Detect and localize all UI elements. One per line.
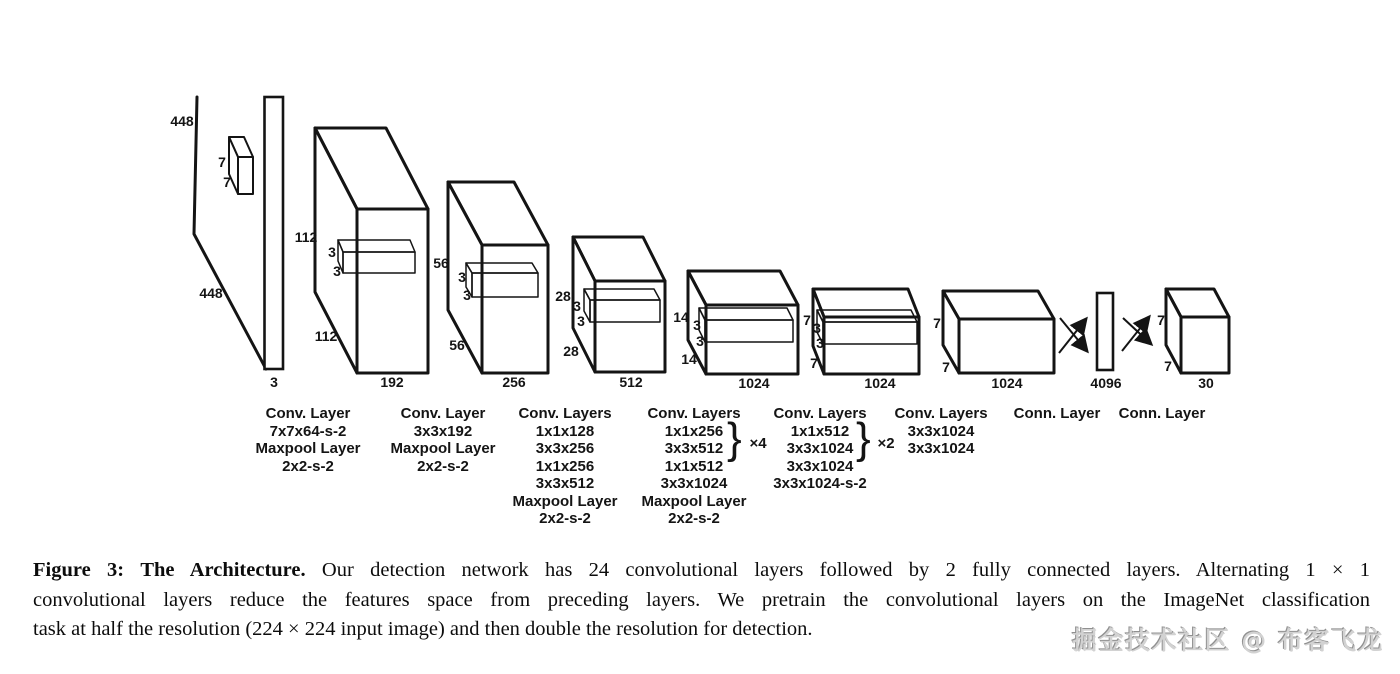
dim-label: 112 — [294, 229, 318, 245]
layer-column-7 — [1014, 405, 1101, 422]
dim-label: 14 — [673, 309, 689, 325]
filter-dim-label: 3 — [458, 269, 466, 285]
input-image-panel — [170, 97, 283, 390]
layer-line: 3x3x192 — [413, 423, 473, 440]
dim-label: 14 — [681, 351, 697, 367]
dim-label: 112 — [314, 328, 338, 344]
layer-line: 1x1x512 — [664, 458, 724, 475]
repeat-count: ×4 — [749, 435, 767, 452]
dim-label: 4096 — [1090, 375, 1122, 391]
filter-dim-label: 3 — [813, 320, 821, 336]
repeat-brace: } — [856, 414, 871, 463]
layer-line: 2x2-s-2 — [282, 458, 334, 475]
conv-box-7a — [803, 289, 919, 391]
layer-line: Conv. Layer — [400, 405, 486, 422]
dim-label: 7 — [933, 315, 941, 331]
layer-line: Maxpool Layer — [255, 440, 361, 457]
repeat-brace: } — [727, 414, 742, 463]
layer-line: 3x3x1024 — [907, 423, 975, 440]
dim-label: 256 — [502, 374, 526, 390]
dim-label: 7 — [942, 359, 950, 375]
caption-text-3: task at half the resolution (224 × 224 input image) and then double the resolution for detection. — [33, 618, 813, 640]
layer-line: Conv. Layers — [894, 405, 988, 422]
layer-line: 2x2-s-2 — [668, 510, 720, 527]
layer-line: Maxpool Layer — [390, 440, 496, 457]
output-box-7x7x30 — [1157, 289, 1229, 391]
layer-line: Conv. Layer — [265, 405, 351, 422]
layer-line: Conv. Layers — [773, 405, 867, 422]
layer-column-6 — [894, 405, 987, 457]
conv-box-56 — [433, 182, 548, 390]
figure-label: Figure 3: — [33, 559, 125, 581]
dim-label: 512 — [619, 374, 643, 390]
layer-line: Maxpool Layer — [641, 493, 747, 510]
input-height-label: 448 — [170, 113, 194, 129]
caption-line-2 — [33, 586, 1370, 616]
caption-text-1: Our detection network has 24 convolutional layers followed by 2 fully connected layers. Alternating 1 × 1 — [321, 559, 1370, 581]
layer-line: 3x3x512 — [535, 475, 595, 492]
layer-line: 3x3x1024 — [660, 475, 728, 492]
dim-label: 7 — [1164, 358, 1172, 374]
dim-label: 7 — [1157, 312, 1165, 328]
crossover-arrows-icon — [1059, 318, 1087, 353]
conv-box-112 — [295, 128, 428, 390]
input-filter-dim-label: 7 — [218, 154, 226, 170]
layer-line: 1x1x128 — [535, 423, 595, 440]
dim-label: 7 — [810, 355, 818, 371]
figure-title: The Architecture. — [140, 559, 306, 581]
dim-label: 30 — [1198, 375, 1214, 391]
filter-dim-label: 3 — [693, 317, 701, 333]
watermark: 掘金技术社区 @ 布客飞龙 — [1072, 626, 1384, 655]
layer-line: 1x1x256 — [664, 423, 724, 440]
input-filter-dim-label: 7 — [223, 174, 231, 190]
crossover-arrows-icon — [1122, 317, 1151, 351]
layer-line: 3x3x256 — [535, 440, 595, 457]
filter-dim-label: 3 — [328, 244, 336, 260]
filter-dim-label: 3 — [463, 287, 471, 303]
dim-label: 28 — [555, 288, 571, 304]
filter-dim-label: 3 — [573, 298, 581, 314]
input-width-label: 448 — [199, 285, 223, 301]
caption-line-1 — [33, 556, 1370, 586]
layer-line: 7x7x64-s-2 — [269, 423, 347, 440]
filter-dim-label: 3 — [696, 333, 704, 349]
input-filter-box — [229, 137, 253, 194]
layer-line: Maxpool Layer — [512, 493, 618, 510]
layer-line: 3x3x1024 — [786, 458, 854, 475]
layer-line: 3x3x1024 — [907, 440, 975, 457]
dim-label: 56 — [449, 337, 465, 353]
repeat-count: ×2 — [877, 435, 895, 452]
dim-label: 1024 — [864, 375, 896, 391]
layer-column-4 — [641, 405, 767, 527]
filter-dim-label: 3 — [333, 263, 341, 279]
conv-box-14 — [673, 271, 798, 391]
filter-dim-label: 3 — [816, 335, 824, 351]
layer-line: 2x2-s-2 — [539, 510, 591, 527]
layer-line: Conn. Layer — [1013, 405, 1101, 422]
dim-label: 56 — [433, 255, 449, 271]
layer-line: Conv. Layers — [518, 405, 612, 422]
layer-line: 3x3x512 — [664, 440, 724, 457]
layer-column-2 — [390, 405, 495, 475]
layer-column-3 — [512, 405, 617, 527]
layer-line: Conn. Layer — [1118, 405, 1206, 422]
filter-dim-label: 3 — [577, 313, 585, 329]
dim-label: 7 — [803, 312, 811, 328]
input-depth-slab — [265, 97, 284, 369]
fc-layer-bar — [1090, 293, 1121, 391]
layer-column-5 — [773, 405, 894, 492]
layer-column-8 — [1119, 405, 1206, 422]
layer-line: 1x1x512 — [790, 423, 850, 440]
dim-label: 192 — [380, 374, 404, 390]
dim-label: 28 — [563, 343, 579, 359]
layer-line: 2x2-s-2 — [417, 458, 469, 475]
conv-box-28 — [555, 237, 665, 390]
conv-box-7b — [933, 291, 1054, 391]
layer-column-1 — [255, 405, 360, 475]
layer-line: 1x1x256 — [535, 458, 595, 475]
dim-label: 1024 — [991, 375, 1023, 391]
input-depth-label: 3 — [270, 374, 278, 390]
layer-line: 3x3x1024 — [786, 440, 854, 457]
caption-text-2: convolutional layers reduce the features space from preceding layers. We pretrain the convolutional layers on the ImageNet classification — [33, 588, 1370, 611]
layer-line: 3x3x1024-s-2 — [773, 475, 867, 492]
dim-label: 1024 — [738, 375, 770, 391]
layer-line: Conv. Layers — [647, 405, 741, 422]
